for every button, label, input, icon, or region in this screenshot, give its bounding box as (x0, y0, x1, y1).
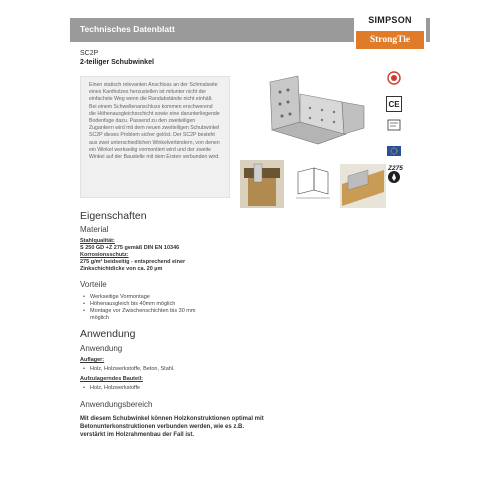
eu-flag-icon (386, 143, 402, 159)
ce-certificate-icon (386, 117, 402, 133)
product-name: 2-teiliger Schubwinkel (80, 59, 154, 66)
anwendungsbereich-title: Anwendungsbereich (80, 400, 153, 409)
korrosion-value-2: Zinkschichtdicke von ca. 20 µm (80, 266, 163, 272)
z275-label: Z275 (388, 165, 403, 172)
product-code: SC2P (80, 50, 99, 57)
intro-text: Einen statisch relevanten Anschluss an der Schmalseite eines Kantholzes herzustellen ist mitunter nicht der einfachste Weg wenn die Randabstände nicht einhält. Bei einem Schwellenanschluss kommen erschwerend die Höhenausgleichsschicht sowie eine darunterliegende Bodenfuge dazu. Passend zu den zweiteiligen Zugankern wird mit dem neuen zweiteiligen Schubwinkel SC2P dieses Problem sicher gelöst. Der SC2P besteht aus zwei unterschiedlichen Winkelverbindern, von denen ein Winkel werkseitig vormontiert wird und der zweite Winkel auf der Baustelle mit dem Ersten verbunden wird. (89, 82, 220, 161)
korrosion-label: Korrosionsschutz: (80, 252, 129, 258)
anwendung-title: Anwendung (80, 328, 136, 340)
angle-bracket-image (270, 76, 364, 144)
bauteil-item: • Holz, Holzwerkstoffe (82, 385, 262, 392)
logo-simpson-text: SIMPSON (368, 15, 412, 25)
header-title: Technisches Datenblatt (80, 24, 175, 34)
anwendung-subtitle: Anwendung (80, 344, 123, 353)
bauteil-label: Aufzulagerndes Bauteil: (80, 376, 143, 382)
stahl-value: S 250 GD +Z 275 gemäß DIN EN 10346 (80, 245, 180, 251)
vorteile-title: Vorteile (80, 280, 107, 289)
installation-image-2 (340, 164, 386, 208)
ce-mark-icon: CE (386, 96, 402, 112)
vorteil-item: • Montage vor Zwischenschichten bis 30 mm möglich (82, 308, 212, 322)
eigenschaften-title: Eigenschaften (80, 210, 147, 222)
datasheet-page (70, 10, 430, 490)
intro-text-box (80, 76, 230, 198)
stahl-label: Stahlqualität: (80, 238, 115, 244)
anwendungsbereich-text: Mit diesem Schubwinkel können Holzkonstruktionen optimal mit Betonunterkonstruktionen verbunden werden, wie es z.B. verstärkt im Holzrahmenbau der Fall ist. (80, 416, 264, 438)
logo-strongtie-text: StrongTie (356, 31, 424, 49)
installation-image-1 (240, 160, 284, 208)
certification-icons (386, 70, 408, 195)
vorteil-item: • Werkseitige Vormontage (82, 294, 222, 301)
product-illustration-area (238, 72, 388, 212)
eta-badge-icon (386, 70, 402, 86)
korrosion-value-1: 275 g/m² beidseitig - entsprechend einer (80, 259, 186, 265)
auflager-label: Auflager: (80, 357, 105, 363)
technical-drawing (288, 160, 336, 208)
material-title: Material (80, 225, 109, 234)
simpson-strongtie-logo (354, 12, 426, 58)
auflager-item: • Holz, Holzwerkstoffe, Beton, Stahl. (82, 366, 262, 373)
vorteil-item: • Höhenausgleich bis 40mm möglich (82, 301, 222, 308)
